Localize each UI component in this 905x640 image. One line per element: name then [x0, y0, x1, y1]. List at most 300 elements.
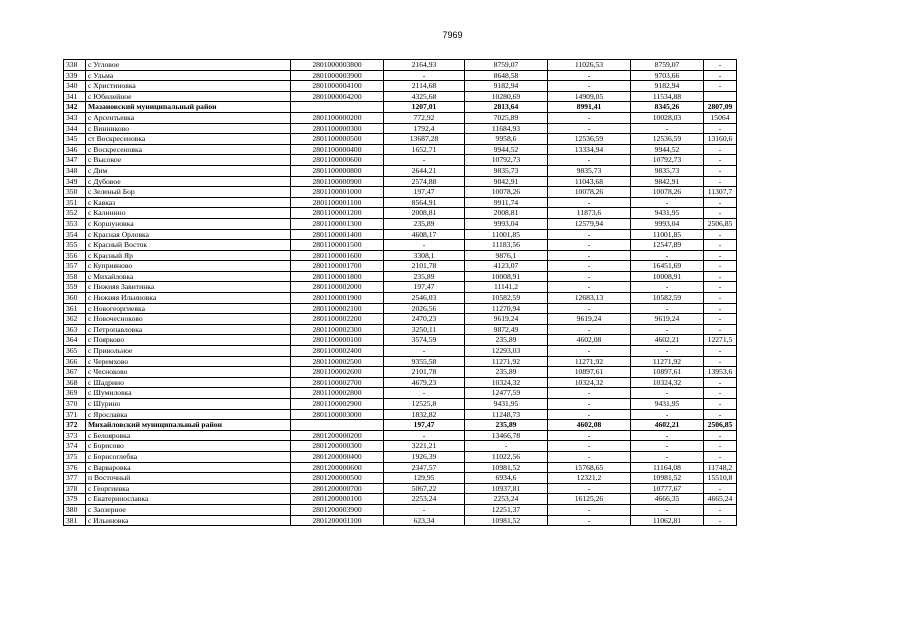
- settlement-name-cell: с Черемхово: [86, 356, 291, 367]
- row-number-cell: 372: [64, 420, 86, 431]
- value-cell-5: -: [704, 60, 737, 71]
- value-cell-5: -: [704, 293, 737, 304]
- row-number-cell: 353: [64, 218, 86, 229]
- value-cell-1: 3250,11: [384, 324, 465, 335]
- value-cell-4: -: [631, 409, 704, 420]
- settlement-code-cell: 2801100000400: [291, 144, 384, 155]
- table-row: [64, 367, 737, 378]
- table-row: [64, 261, 737, 272]
- value-cell-5: -: [704, 430, 737, 441]
- value-cell-2: 2008,81: [465, 208, 548, 219]
- value-cell-2: 11183,56: [465, 240, 548, 251]
- value-cell-4: 10792,73: [631, 155, 704, 166]
- value-cell-3: 4602,08: [548, 335, 631, 346]
- value-cell-2: 11248,73: [465, 409, 548, 420]
- row-number-cell: 376: [64, 462, 86, 473]
- value-cell-1: 1832,82: [384, 409, 465, 420]
- value-cell-4: 9619,24: [631, 314, 704, 325]
- settlement-name-cell: с Шурино: [86, 399, 291, 410]
- value-cell-5: -: [704, 240, 737, 251]
- value-cell-3: -: [548, 123, 631, 134]
- settlement-code-cell: 2801200003900: [291, 504, 384, 515]
- value-cell-5: -: [704, 399, 737, 410]
- settlement-name-cell: с Куприяново: [86, 261, 291, 272]
- value-cell-5: -: [704, 208, 737, 219]
- value-cell-2: 12251,37: [465, 504, 548, 515]
- row-number-cell: 381: [64, 515, 86, 526]
- value-cell-5: 2506,85: [704, 420, 737, 431]
- value-cell-2: 11022,56: [465, 451, 548, 462]
- value-cell-3: -: [548, 324, 631, 335]
- settlement-name-cell: с Чесноково: [86, 367, 291, 378]
- value-cell-5: -: [704, 388, 737, 399]
- table-row: [64, 324, 737, 335]
- settlement-code-cell: 2801100001200: [291, 208, 384, 219]
- settlement-name-cell: с Красная Орловка: [86, 229, 291, 240]
- value-cell-1: 1792,4: [384, 123, 465, 134]
- value-cell-4: 16451,69: [631, 261, 704, 272]
- value-cell-3: 16125,26: [548, 494, 631, 505]
- value-cell-3: 15768,65: [548, 462, 631, 473]
- value-cell-1: 197,47: [384, 187, 465, 198]
- settlement-code-cell: 2801100001900: [291, 293, 384, 304]
- value-cell-2: 9431,95: [465, 399, 548, 410]
- table-row: [64, 356, 737, 367]
- settlement-name-cell: с Нижняя Ильиновка: [86, 293, 291, 304]
- value-cell-4: -: [631, 441, 704, 452]
- table-row: [64, 494, 737, 505]
- settlement-code-cell: 2801100001800: [291, 271, 384, 282]
- table-row: [64, 240, 737, 251]
- settlement-code-cell: 2801100003000: [291, 409, 384, 420]
- table-row: [64, 144, 737, 155]
- value-cell-4: -: [631, 250, 704, 261]
- table-row: [64, 123, 737, 134]
- row-number-cell: 380: [64, 504, 86, 515]
- settlement-code-cell: 2801000003900: [291, 70, 384, 81]
- settlement-name-cell: с Новогеоргиевка: [86, 303, 291, 314]
- settlement-code-cell: 2801200000600: [291, 462, 384, 473]
- value-cell-3: 10897,61: [548, 367, 631, 378]
- value-cell-2: 2813,64: [465, 102, 548, 113]
- value-cell-1: 2101,78: [384, 367, 465, 378]
- row-number-cell: 370: [64, 399, 86, 410]
- row-number-cell: 356: [64, 250, 86, 261]
- settlement-code-cell: [291, 102, 384, 113]
- settlement-name-cell: с Дубовое: [86, 176, 291, 187]
- table-body: [64, 60, 737, 526]
- value-cell-5: 4665,24: [704, 494, 737, 505]
- value-cell-2: 13466,78: [465, 430, 548, 441]
- value-cell-1: 9355,58: [384, 356, 465, 367]
- value-cell-1: 1207,01: [384, 102, 465, 113]
- value-cell-5: -: [704, 515, 737, 526]
- table-row: [64, 377, 737, 388]
- value-cell-2: 9993,04: [465, 218, 548, 229]
- value-cell-1: 235,89: [384, 271, 465, 282]
- settlement-name-cell: с Ярославка: [86, 409, 291, 420]
- table-row: [64, 346, 737, 357]
- table-row: [64, 409, 737, 420]
- table-row: [64, 483, 737, 494]
- row-number-cell: 352: [64, 208, 86, 219]
- value-cell-2: 10078,26: [465, 187, 548, 198]
- settlement-code-cell: 2801000004200: [291, 91, 384, 102]
- row-number-cell: 351: [64, 197, 86, 208]
- value-cell-4: -: [631, 282, 704, 293]
- value-cell-4: 4666,35: [631, 494, 704, 505]
- value-cell-2: 11270,94: [465, 303, 548, 314]
- value-cell-1: 623,34: [384, 515, 465, 526]
- value-cell-4: 9842,91: [631, 176, 704, 187]
- settlement-name-cell: с Винниково: [86, 123, 291, 134]
- settlement-name-cell: с Новочесноково: [86, 314, 291, 325]
- settlement-code-cell: 2801100000300: [291, 123, 384, 134]
- value-cell-5: -: [704, 176, 737, 187]
- table-row: [64, 303, 737, 314]
- row-number-cell: 355: [64, 240, 86, 251]
- value-cell-3: 12579,94: [548, 218, 631, 229]
- settlement-code-cell: 2801200000200: [291, 430, 384, 441]
- settlement-name-cell: с Михайловка: [86, 271, 291, 282]
- value-cell-3: -: [548, 451, 631, 462]
- row-number-cell: 377: [64, 473, 86, 484]
- table-row: [64, 155, 737, 166]
- table-row: [64, 187, 737, 198]
- value-cell-5: -: [704, 346, 737, 357]
- table-row: [64, 197, 737, 208]
- value-cell-5: -: [704, 303, 737, 314]
- value-cell-2: 10792,73: [465, 155, 548, 166]
- value-cell-2: 8759,07: [465, 60, 548, 71]
- value-cell-1: 1926,39: [384, 451, 465, 462]
- value-cell-2: 235,89: [465, 335, 548, 346]
- value-cell-1: -: [384, 346, 465, 357]
- row-number-cell: 346: [64, 144, 86, 155]
- row-number-cell: 339: [64, 70, 86, 81]
- value-cell-2: 12477,59: [465, 388, 548, 399]
- value-cell-3: -: [548, 240, 631, 251]
- row-number-cell: 367: [64, 367, 86, 378]
- value-cell-4: 11534,88: [631, 91, 704, 102]
- row-number-cell: 374: [64, 441, 86, 452]
- settlement-name-cell: с Петропавловка: [86, 324, 291, 335]
- value-cell-1: -: [384, 388, 465, 399]
- settlements-table: [63, 59, 737, 526]
- value-cell-5: -: [704, 282, 737, 293]
- value-cell-5: 15510,8: [704, 473, 737, 484]
- settlement-code-cell: 2801100002500: [291, 356, 384, 367]
- table-row: [64, 282, 737, 293]
- value-cell-4: 9182,94: [631, 81, 704, 92]
- table-row: [64, 504, 737, 515]
- value-cell-3: -: [548, 388, 631, 399]
- settlement-code-cell: 2801200000100: [291, 494, 384, 505]
- settlement-code-cell: 2801100002200: [291, 314, 384, 325]
- table-row: [64, 314, 737, 325]
- settlement-name-cell: с Поярково: [86, 335, 291, 346]
- table-row: [64, 515, 737, 526]
- row-number-cell: 358: [64, 271, 86, 282]
- value-cell-5: -: [704, 409, 737, 420]
- value-cell-5: -: [704, 451, 737, 462]
- value-cell-5: 11748,2: [704, 462, 737, 473]
- row-number-cell: 362: [64, 314, 86, 325]
- value-cell-3: -: [548, 250, 631, 261]
- value-cell-4: -: [631, 324, 704, 335]
- settlement-name-cell: с Христиновка: [86, 81, 291, 92]
- row-number-cell: 342: [64, 102, 86, 113]
- settlement-name-cell: с Шумиловка: [86, 388, 291, 399]
- value-cell-4: 10324,32: [631, 377, 704, 388]
- value-cell-4: -: [631, 123, 704, 134]
- value-cell-2: 9876,1: [465, 250, 548, 261]
- table-row: [64, 473, 737, 484]
- value-cell-5: 11307,7: [704, 187, 737, 198]
- value-cell-4: 8345,26: [631, 102, 704, 113]
- table-row: [64, 293, 737, 304]
- value-cell-4: 9431,95: [631, 399, 704, 410]
- value-cell-3: -: [548, 441, 631, 452]
- value-cell-2: 10582,59: [465, 293, 548, 304]
- value-cell-2: 9182,94: [465, 81, 548, 92]
- row-number-cell: 357: [64, 261, 86, 272]
- value-cell-5: -: [704, 144, 737, 155]
- table-row: [64, 70, 737, 81]
- value-cell-1: -: [384, 240, 465, 251]
- value-cell-4: 9944,52: [631, 144, 704, 155]
- table-row: [64, 399, 737, 410]
- value-cell-4: 11271,92: [631, 356, 704, 367]
- row-number-cell: 360: [64, 293, 86, 304]
- value-cell-3: 11271,92: [548, 356, 631, 367]
- settlement-code-cell: 2801100001300: [291, 218, 384, 229]
- row-number-cell: 354: [64, 229, 86, 240]
- value-cell-2: -: [465, 441, 548, 452]
- table-row: [64, 271, 737, 282]
- settlement-name-cell: с Георгиевка: [86, 483, 291, 494]
- value-cell-3: 11043,68: [548, 176, 631, 187]
- value-cell-3: -: [548, 261, 631, 272]
- value-cell-2: 9872,49: [465, 324, 548, 335]
- value-cell-1: 772,92: [384, 112, 465, 123]
- row-number-cell: 345: [64, 134, 86, 145]
- settlement-code-cell: 2801100000800: [291, 165, 384, 176]
- value-cell-2: 235,89: [465, 420, 548, 431]
- settlement-name-cell: ст Воскресеновка: [86, 134, 291, 145]
- value-cell-3: -: [548, 271, 631, 282]
- value-cell-5: -: [704, 155, 737, 166]
- value-cell-2: 9835,73: [465, 165, 548, 176]
- settlement-code-cell: 2801100002800: [291, 388, 384, 399]
- table-row: [64, 441, 737, 452]
- row-number-cell: 361: [64, 303, 86, 314]
- value-cell-3: 9619,24: [548, 314, 631, 325]
- settlement-name-cell: с Угловое: [86, 60, 291, 71]
- settlement-code-cell: [291, 420, 384, 431]
- district-summary-row: [64, 102, 737, 113]
- value-cell-1: 4608,17: [384, 229, 465, 240]
- value-cell-4: 8759,07: [631, 60, 704, 71]
- value-cell-5: [704, 91, 737, 102]
- settlement-name-cell: с Ильиновка: [86, 515, 291, 526]
- value-cell-5: 13160,6: [704, 134, 737, 145]
- value-cell-4: 9703,66: [631, 70, 704, 81]
- value-cell-4: -: [631, 451, 704, 462]
- settlement-code-cell: 2801100001400: [291, 229, 384, 240]
- value-cell-3: -: [548, 303, 631, 314]
- settlement-code-cell: 2801200000300: [291, 441, 384, 452]
- value-cell-4: 10582,59: [631, 293, 704, 304]
- settlement-code-cell: 2801100000200: [291, 112, 384, 123]
- row-number-cell: 348: [64, 165, 86, 176]
- value-cell-1: 129,95: [384, 473, 465, 484]
- settlement-name-cell: с Зеленый Бор: [86, 187, 291, 198]
- value-cell-5: -: [704, 197, 737, 208]
- value-cell-3: 13334,94: [548, 144, 631, 155]
- table-row: [64, 388, 737, 399]
- value-cell-2: 10981,52: [465, 515, 548, 526]
- value-cell-4: 11001,85: [631, 229, 704, 240]
- value-cell-4: 10777,67: [631, 483, 704, 494]
- value-cell-2: 7025,89: [465, 112, 548, 123]
- table-row: [64, 134, 737, 145]
- value-cell-1: 2644,21: [384, 165, 465, 176]
- value-cell-1: -: [384, 504, 465, 515]
- value-cell-2: 9842,91: [465, 176, 548, 187]
- row-number-cell: 365: [64, 346, 86, 357]
- value-cell-1: 197,47: [384, 282, 465, 293]
- value-cell-3: -: [548, 430, 631, 441]
- value-cell-4: 10981,52: [631, 473, 704, 484]
- settlement-code-cell: 2801100002900: [291, 399, 384, 410]
- value-cell-3: 11026,53: [548, 60, 631, 71]
- value-cell-2: 10981,52: [465, 462, 548, 473]
- value-cell-5: 15064: [704, 112, 737, 123]
- settlement-code-cell: 2801100001000: [291, 187, 384, 198]
- row-number-cell: 364: [64, 335, 86, 346]
- settlement-name-cell: с Коршуновка: [86, 218, 291, 229]
- value-cell-1: 2574,88: [384, 176, 465, 187]
- value-cell-5: -: [704, 324, 737, 335]
- value-cell-3: 11873,6: [548, 208, 631, 219]
- settlement-code-cell: 2801100002300: [291, 324, 384, 335]
- value-cell-2: 4123,07: [465, 261, 548, 272]
- settlement-code-cell: 2801100002600: [291, 367, 384, 378]
- value-cell-3: -: [548, 197, 631, 208]
- value-cell-4: 4602,21: [631, 335, 704, 346]
- value-cell-3: 9835,73: [548, 165, 631, 176]
- settlement-code-cell: 2801200000400: [291, 451, 384, 462]
- table-row: [64, 176, 737, 187]
- value-cell-4: -: [631, 504, 704, 515]
- value-cell-3: 12683,13: [548, 293, 631, 304]
- row-number-cell: 341: [64, 91, 86, 102]
- settlement-code-cell: 2801200000700: [291, 483, 384, 494]
- settlement-name-cell: с Красный Восток: [86, 240, 291, 251]
- value-cell-4: -: [631, 388, 704, 399]
- value-cell-1: 2347,57: [384, 462, 465, 473]
- row-number-cell: 379: [64, 494, 86, 505]
- table-row: [64, 112, 737, 123]
- value-cell-3: -: [548, 81, 631, 92]
- value-cell-3: -: [548, 399, 631, 410]
- value-cell-2: 10280,69: [465, 91, 548, 102]
- value-cell-1: -: [384, 70, 465, 81]
- value-cell-5: 2506,85: [704, 218, 737, 229]
- row-number-cell: 359: [64, 282, 86, 293]
- page-number: 7969: [442, 30, 463, 40]
- value-cell-3: 12536,59: [548, 134, 631, 145]
- value-cell-1: 4325,68: [384, 91, 465, 102]
- value-cell-1: 197,47: [384, 420, 465, 431]
- row-number-cell: 349: [64, 176, 86, 187]
- row-number-cell: 347: [64, 155, 86, 166]
- value-cell-4: 9835,73: [631, 165, 704, 176]
- value-cell-2: 9944,52: [465, 144, 548, 155]
- settlement-name-cell: с Борисоглебка: [86, 451, 291, 462]
- settlement-code-cell: 2801000003800: [291, 60, 384, 71]
- value-cell-4: 9993,04: [631, 218, 704, 229]
- value-cell-4: 12547,89: [631, 240, 704, 251]
- value-cell-4: 12536,59: [631, 134, 704, 145]
- settlement-name-cell: с Шадрино: [86, 377, 291, 388]
- value-cell-1: 2470,23: [384, 314, 465, 325]
- value-cell-1: 2008,81: [384, 208, 465, 219]
- row-number-cell: 338: [64, 60, 86, 71]
- row-number-cell: 368: [64, 377, 86, 388]
- value-cell-2: 11141,2: [465, 282, 548, 293]
- settlement-code-cell: 2801100000900: [291, 176, 384, 187]
- value-cell-1: 235,89: [384, 218, 465, 229]
- value-cell-2: 9958,6: [465, 134, 548, 145]
- value-cell-5: -: [704, 123, 737, 134]
- row-number-cell: 375: [64, 451, 86, 462]
- value-cell-5: -: [704, 81, 737, 92]
- value-cell-2: 11684,93: [465, 123, 548, 134]
- value-cell-1: 4679,23: [384, 377, 465, 388]
- value-cell-2: 10008,91: [465, 271, 548, 282]
- value-cell-1: 8564,91: [384, 197, 465, 208]
- value-cell-4: 11062,81: [631, 515, 704, 526]
- table-row: [64, 60, 737, 71]
- value-cell-3: -: [548, 155, 631, 166]
- row-number-cell: 363: [64, 324, 86, 335]
- value-cell-1: -: [384, 430, 465, 441]
- value-cell-3: 8991,41: [548, 102, 631, 113]
- settlement-code-cell: 2801100002400: [291, 346, 384, 357]
- settlement-code-cell: 2801100000100: [291, 335, 384, 346]
- settlement-name-cell: с Арсентьевка: [86, 112, 291, 123]
- row-number-cell: 344: [64, 123, 86, 134]
- settlement-code-cell: 2801000004100: [291, 81, 384, 92]
- settlement-name-cell: с Ульма: [86, 70, 291, 81]
- value-cell-5: -: [704, 250, 737, 261]
- value-cell-1: 3308,1: [384, 250, 465, 261]
- value-cell-4: -: [631, 303, 704, 314]
- settlement-name-cell: с Нижняя Завитинка: [86, 282, 291, 293]
- value-cell-3: -: [548, 229, 631, 240]
- settlement-code-cell: 2801100001100: [291, 197, 384, 208]
- table-row: [64, 451, 737, 462]
- value-cell-3: 4602,08: [548, 420, 631, 431]
- value-cell-1: -: [384, 155, 465, 166]
- value-cell-3: -: [548, 112, 631, 123]
- value-cell-4: 10897,61: [631, 367, 704, 378]
- value-cell-1: 5067,22: [384, 483, 465, 494]
- settlement-name-cell: с Юбилейное: [86, 91, 291, 102]
- value-cell-2: 12293,03: [465, 346, 548, 357]
